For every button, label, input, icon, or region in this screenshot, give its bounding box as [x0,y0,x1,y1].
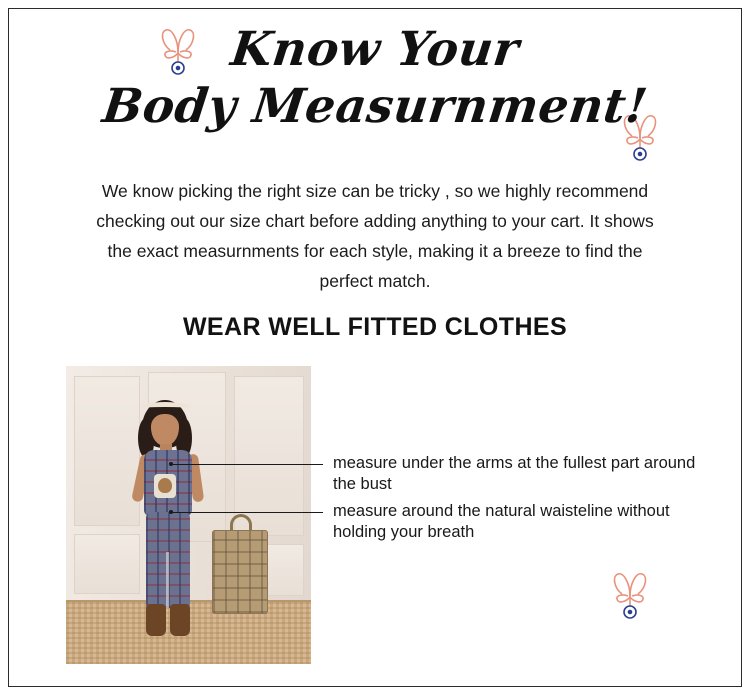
section-subheading: WEAR WELL FITTED CLOTHES [182,313,568,341]
leader-line-bust [171,464,323,465]
model-boot-right [170,604,190,636]
callout-bust-text: measure under the arms at the fullest part around the bust [333,454,696,493]
model-plaid-pants [146,512,190,608]
model-headband [140,402,190,414]
model-boot-left [146,604,166,636]
butterfly-icon-bottom-right [608,566,652,620]
page-title [0,22,750,136]
leader-line-waist [171,512,323,513]
callout-waist-text: measure around the natural waisteline without holding your breath [333,502,670,541]
plaid-bag [212,530,268,614]
model-photo [66,366,311,664]
intro-paragraph: We know picking the right size can be tricky , so we highly recommend checking out our size chart before adding anything to your cart. It shows the exact measurnments for each style, making it a breeze to find the perfect match. [96,181,654,291]
model-figure [124,400,216,650]
page-title-line-2: Body Measurnment! [99,79,651,134]
page-title-line-1: Know Your [227,22,523,77]
model-bear-graphic [154,474,176,498]
